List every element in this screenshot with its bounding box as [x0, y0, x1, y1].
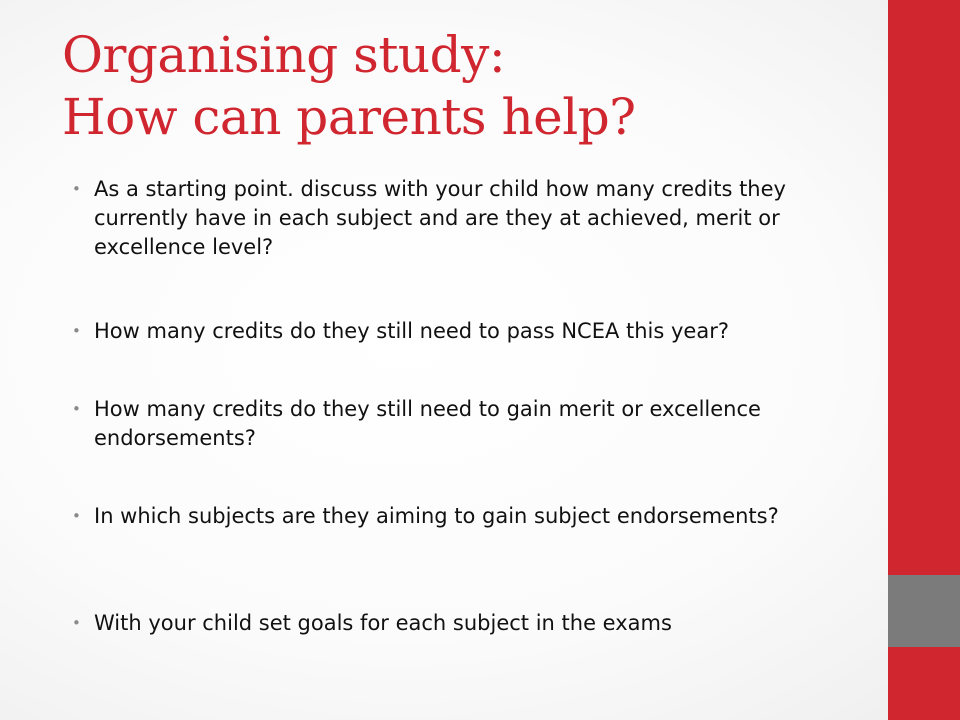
title-line-2: How can parents help? [62, 88, 636, 146]
bullet-text: How many credits do they still need to pass NCEA this year? [94, 319, 729, 343]
bullet-text: In which subjects are they aiming to gain subject endorsements? [94, 504, 779, 528]
bullet-icon: • [72, 180, 81, 198]
bullet-icon: • [72, 507, 81, 525]
bullet-item-pass-ncea [72, 317, 854, 346]
bullet-item-set-goals [72, 609, 854, 638]
accent-bar-gray [888, 575, 960, 647]
slide-title [62, 24, 862, 148]
bullet-item-subject-endorsements [72, 502, 854, 531]
bullet-text: As a starting point. discuss with your child how many credits they currently have in each subject and are they at achieved, merit or excellence level? [94, 177, 786, 259]
bullet-text: How many credits do they still need to gain merit or excellence endorsements? [94, 397, 761, 450]
bullet-icon: • [72, 400, 81, 418]
accent-bar-red-bottom [888, 647, 960, 720]
bullet-item-endorsements [72, 395, 854, 453]
bullet-item-credits-level [72, 175, 854, 262]
bullet-icon: • [72, 614, 81, 632]
bullet-text: With your child set goals for each subject in the exams [94, 611, 672, 635]
bullet-icon: • [72, 322, 81, 340]
accent-bar-red-top [888, 0, 960, 575]
title-line-1: Organising study: [62, 26, 506, 84]
